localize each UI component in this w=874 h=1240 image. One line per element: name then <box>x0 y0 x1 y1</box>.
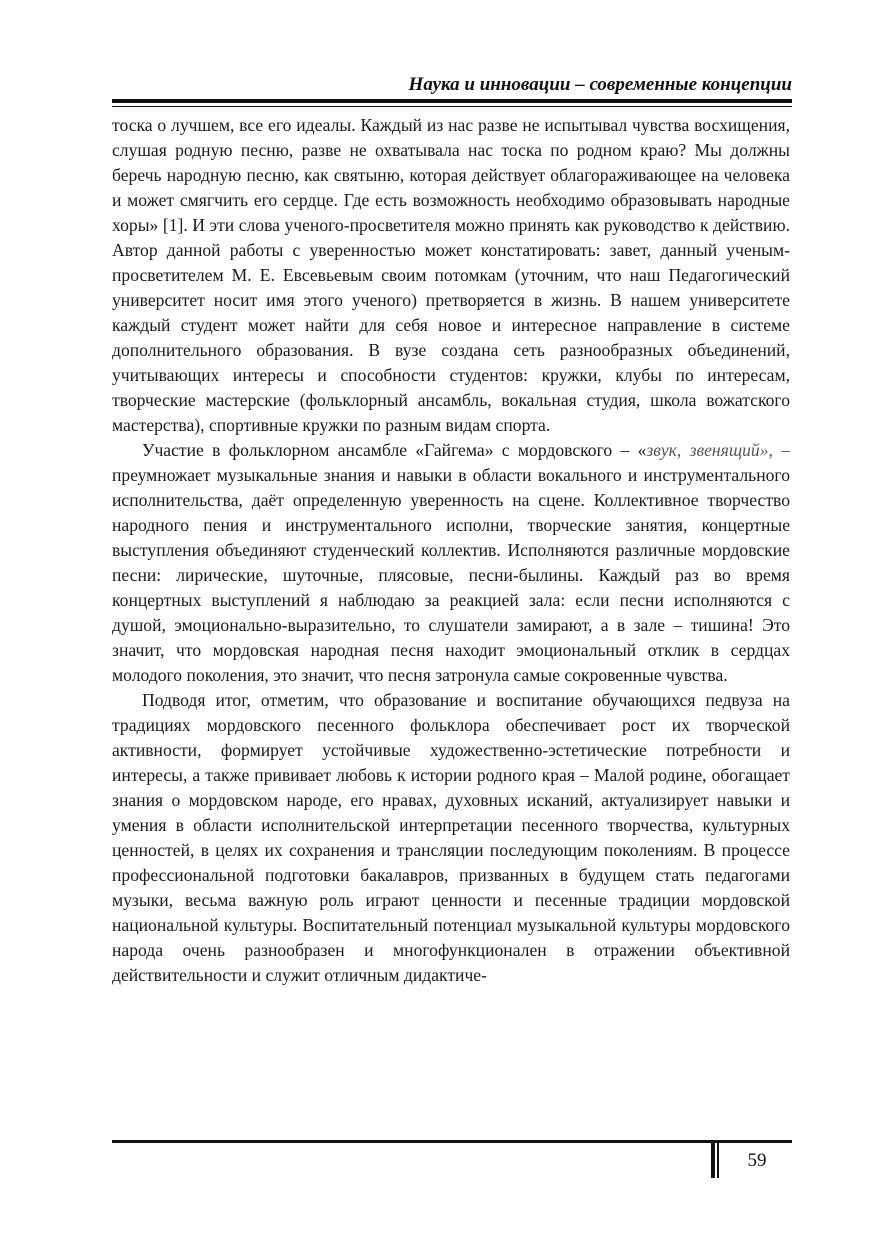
page-number: 59 <box>747 1150 767 1171</box>
paragraph-2-start: Участие в фольклорном ансамбле «Гайгема» с мордовского – « <box>142 440 647 460</box>
paragraph-1: тоска о лучшем, все его идеалы. Каждый из нас разве не испытывал чувства восхищения, слушая родную песню, разве не охватывала нас тоска по родном краю? Мы должны беречь народную песню, как святыню, которая действует облагораживающее на человека и может смягчить его сердце. Где есть возможность необходимо образовывать народные хоры» [1]. И эти слова ученого-просветителя можно принять как руководство к действию. Автор данной работы с уверенностью может констатировать: завет, данный ученым-просветителем М. Е. Евсевьевым своим потомкам (уточним, что наш Педагогический университет носит имя этого ученого) претворяется в жизнь. В нашем университете каждый студент может найти для себя новое и интересное направление в системе дополнительного образования. В вузе создана сеть разнообразных объединений, учитывающих интересы и способности студентов: кружки, клубы по интересам, творческие мастерские (фольклорный ансамбль, вокальная студия, школа вожатского мастерства), спортивные кружки по разным видам спорта. <box>112 115 790 435</box>
footer-rule <box>112 1140 792 1143</box>
running-header-title: Наука и инновации – современные концепции <box>408 74 792 95</box>
paragraph-2 <box>112 438 790 688</box>
header-rule-thick <box>112 99 792 103</box>
footer-bar-thick <box>711 1140 715 1178</box>
paragraph-2-end: преумножает музыкальные знания и навыки в области вокального и инструментального исполнительства, даёт определенную уверенность на сцене. Коллективное творчество народного пения и инструментального исполни, творческие занятия, концертные выступления объединяют студенческий коллектив. Исполняются различные мордовские песни: лирические, шуточные, плясовые, песни-былины. Каждый раз во время концертных выступлений я наблюдаю за реакцией зала: если песни исполняются с душой, эмоционально-выразительно, то слушатели замирают, а в зале – тишина! Это значит, что мордовская народная песня находит эмоциональный отклик в сердцах молодого поколения, это значит, что песня затронула самые сокровенные чувства. <box>112 465 790 685</box>
header-rule-thin <box>112 106 792 107</box>
paragraph-2-italic: звук, звенящий», – <box>646 440 790 460</box>
footer-bar-thin <box>717 1140 719 1178</box>
body-text <box>112 113 790 988</box>
paragraph-3: Подводя итог, отметим, что образование и воспитание обучающихся педвуза на традициях мордовского песенного фольклора обеспечивает рост их творческой активности, формирует устойчивые художественно-эстетические потребности и интересы, а также прививает любовь к истории родного края – Малой родине, обогащает знания о мордовском народе, его нравах, духовных исканий, актуализирует навыки и умения в области исполнительской интерпретации песенного творчества, культурных ценностей, в целях их сохранения и трансляции последующим поколениям. В процессе профессиональной подготовки бакалавров, призванных в будущем стать педагогами музыки, весьма важную роль играют ценности и песенные традиции мордовской национальной культуры. Воспитательный потенциал музыкальной культуры мордовского народа очень разнообразен и многофункционален в отражении объективной действительности и служит отличным дидактиче- <box>112 690 790 985</box>
